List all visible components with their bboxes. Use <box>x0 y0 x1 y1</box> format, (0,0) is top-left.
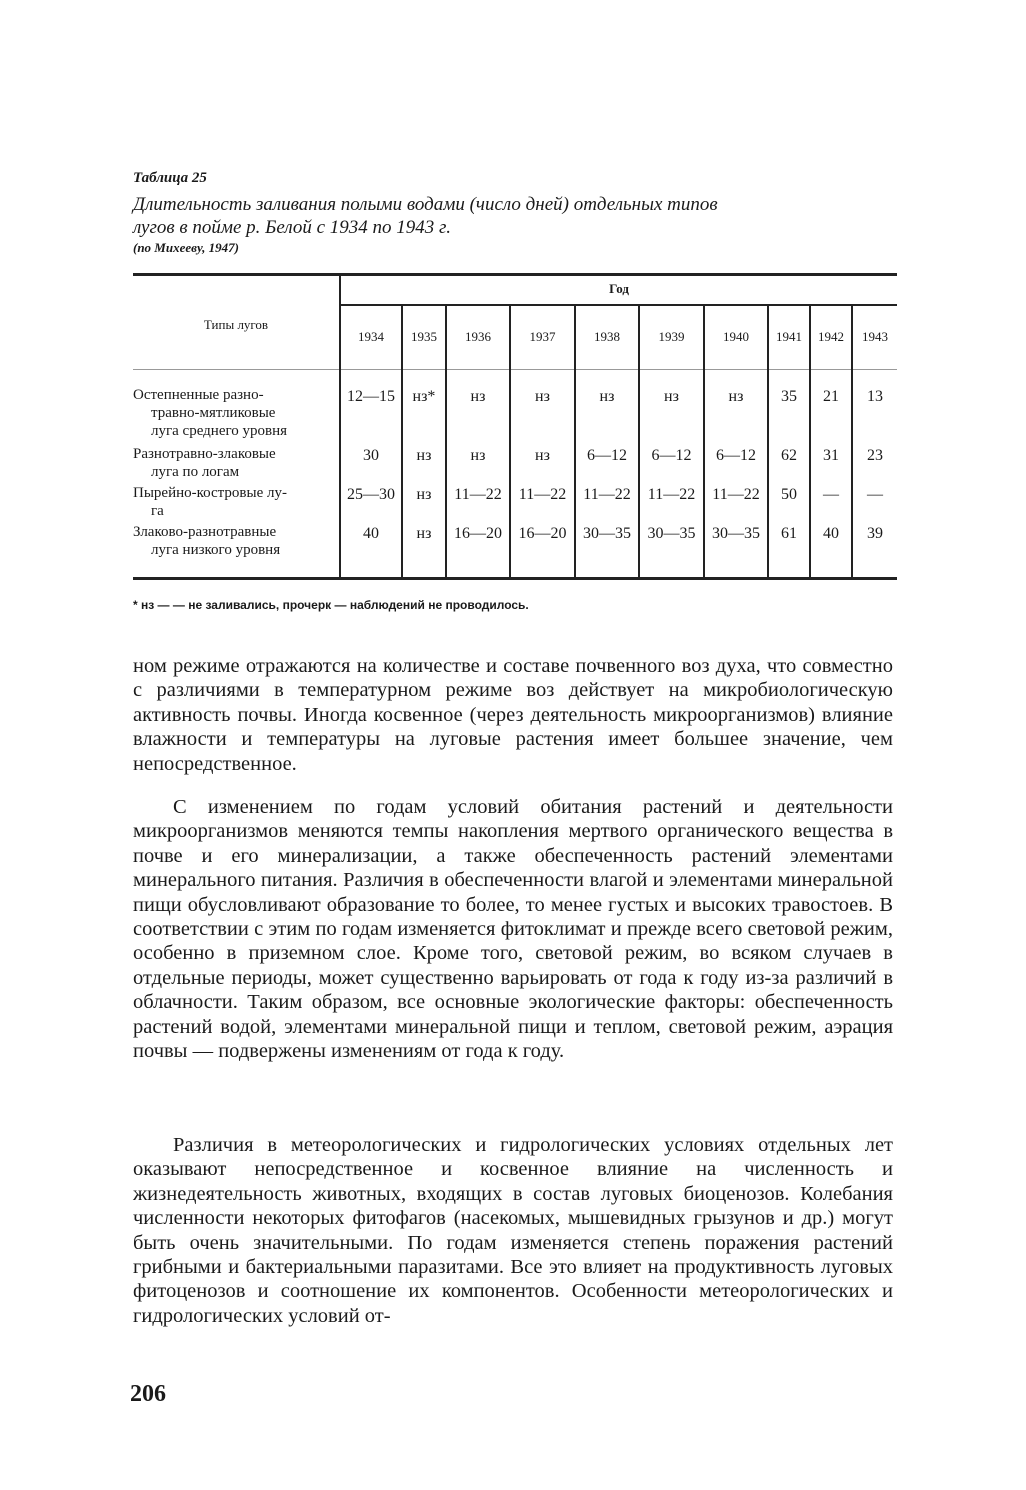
table-cell: 61 <box>781 525 797 542</box>
header-year-1936: 1936 <box>465 329 491 344</box>
table-cell: 40 <box>823 525 839 542</box>
table-cell: 39 <box>867 525 883 542</box>
column-divider <box>509 306 511 577</box>
header-year-1941: 1941 <box>776 329 802 344</box>
table-title: Длительность заливания полыми водами (число дней) отдельных типов лугов в пойме р. Белой с 1934 по 1943 г. <box>133 194 718 238</box>
table-label: Таблица 25 <box>133 170 207 186</box>
column-divider <box>339 276 341 577</box>
header-meadow-types: Типы лугов <box>203 317 269 332</box>
table-top-rule <box>133 273 897 276</box>
table-cell: нз <box>416 447 432 464</box>
column-divider <box>445 306 447 577</box>
column-divider <box>401 306 403 577</box>
table-cell: нз <box>416 525 432 542</box>
table-cell: 16—20 <box>518 525 567 542</box>
column-divider <box>703 306 705 577</box>
row-label <box>133 386 339 440</box>
row-label-line: Разнотравно-злаковые <box>133 446 276 462</box>
table-cell: 30—35 <box>647 525 696 542</box>
row-label-line: Пырейно-костровые лу- <box>133 485 287 501</box>
paragraph-1: ном режиме отражаются на количестве и составе почвенного воз духа, что совместно с различиями в температурном режиме воз действует на микробиологическую активность почвы. Иногда косвенное (через деятельность микроорганизмов) влияние влажности и температуры на луговые растения имеет большее значение, чем непосредственное. <box>133 655 893 775</box>
table-cell: 30—35 <box>712 525 760 542</box>
table-cell: нз <box>470 447 486 464</box>
column-divider <box>574 306 576 577</box>
table-cell: 13 <box>867 388 883 405</box>
column-divider <box>809 306 811 577</box>
table-cell: 12—15 <box>347 388 395 405</box>
header-year-1942: 1942 <box>818 329 844 344</box>
row-label-line: травно-мятликовые <box>151 405 276 421</box>
header-year-1943: 1943 <box>862 329 888 344</box>
table-cell: 11—22 <box>518 486 567 503</box>
table-cell: 6—12 <box>587 447 627 464</box>
table-cell: нз <box>535 447 550 464</box>
header-year-1934: 1934 <box>358 329 384 344</box>
table-cell: 62 <box>781 447 797 464</box>
column-divider <box>638 306 640 577</box>
year-header-rule <box>341 304 897 306</box>
table-cell: 40 <box>363 525 379 542</box>
header-year-1937: 1937 <box>529 329 556 344</box>
column-divider <box>767 306 769 577</box>
page-number: 206 <box>130 1381 166 1407</box>
row-label-line: луга низкого уровня <box>151 542 281 558</box>
table-cell: — <box>867 486 883 503</box>
header-year-1940: 1940 <box>723 329 749 344</box>
header-bottom-rule <box>133 369 897 370</box>
header-year-1939: 1939 <box>658 329 685 344</box>
table-cell: 35 <box>781 388 797 405</box>
table-cell: 6—12 <box>716 447 756 464</box>
table-cell: 6—12 <box>651 447 692 464</box>
row-label-line: Остепненные разно- <box>133 387 264 403</box>
table-cell: нз <box>535 388 550 405</box>
table-cell: 23 <box>867 447 883 464</box>
table-cell: 31 <box>823 447 839 464</box>
table-cell: нз* <box>412 388 436 405</box>
row-label <box>133 523 339 559</box>
row-label <box>133 484 339 520</box>
row-label-line: га <box>151 503 164 519</box>
table-bottom-rule <box>133 577 897 580</box>
table-cell: нз <box>599 388 615 405</box>
table-cell: 11—22 <box>454 486 502 503</box>
table-cell: нз <box>728 388 744 405</box>
column-divider <box>851 306 853 577</box>
table-cell: 11—22 <box>712 486 760 503</box>
header-year: Год <box>609 281 629 296</box>
row-label <box>133 445 339 481</box>
row-label-line: луга среднего уровня <box>151 423 288 439</box>
table-source: (по Михееву, 1947) <box>133 240 239 255</box>
table-cell: нз <box>416 486 432 503</box>
table-cell: 16—20 <box>454 525 502 542</box>
table-cell: нз <box>470 388 486 405</box>
table-cell: — <box>823 486 839 503</box>
table-cell: 11—22 <box>583 486 631 503</box>
table-cell: 21 <box>823 388 839 405</box>
paragraph-2: С изменением по годам условий обитания растений и деятельности микроорганизмов меняются темпы накопления мертвого органического вещества в почве и его минерализации, а также обеспеченность растений элементами минерального питания. Различия в обеспеченности влагой и элементами минеральной пищи обусловливают образование то более, то менее густых и высоких травостоев. В соответствии с этим по годам изменяется фитоклимат и прежде всего световой режим, особенно в приземном слое. Кроме того, световой режим, во всяком случаев в отдельные периоды, может существенно варьировать от года к году из-за различий в облачности. Таким образом, все основные экологические факторы: обеспеченность растений водой, элементами минеральной пищи и теплом, световой режим, аэрация почвы — подвержены изменениям от года к году. <box>133 796 893 1063</box>
table-cell: 30 <box>363 447 379 464</box>
table-cell: 11—22 <box>647 486 696 503</box>
table-cell: 50 <box>781 486 797 503</box>
table-cell: 30—35 <box>583 525 631 542</box>
table-cell: 25—30 <box>347 486 395 503</box>
table-cell: нз <box>664 388 679 405</box>
header-year-1935: 1935 <box>411 329 437 344</box>
header-year-1938: 1938 <box>594 329 620 344</box>
paragraph-3: Различия в метеорологических и гидрологических условиях отдельных лет оказывают непосредственное и косвенное влияние на численность и жизнедеятельность животных, входящих в состав луговых биоценозов. Колебания численности некоторых фитофагов (насекомых, мышевидных грызунов и др.) могут быть очень значительными. По годам изменяется степень поражения растений грибными и бактериальными паразитами. Все это влияет на продуктивность луговых фитоценозов и соотношение их компонентов. Особенности метеорологических и гидрологических условий от- <box>133 1134 893 1327</box>
row-label-line: Злаково-разнотравные <box>133 524 277 540</box>
table-footnote: * нз — — не заливались, прочерк — наблюдений не проводилось. <box>133 598 529 612</box>
row-label-line: луга по логам <box>151 464 240 480</box>
